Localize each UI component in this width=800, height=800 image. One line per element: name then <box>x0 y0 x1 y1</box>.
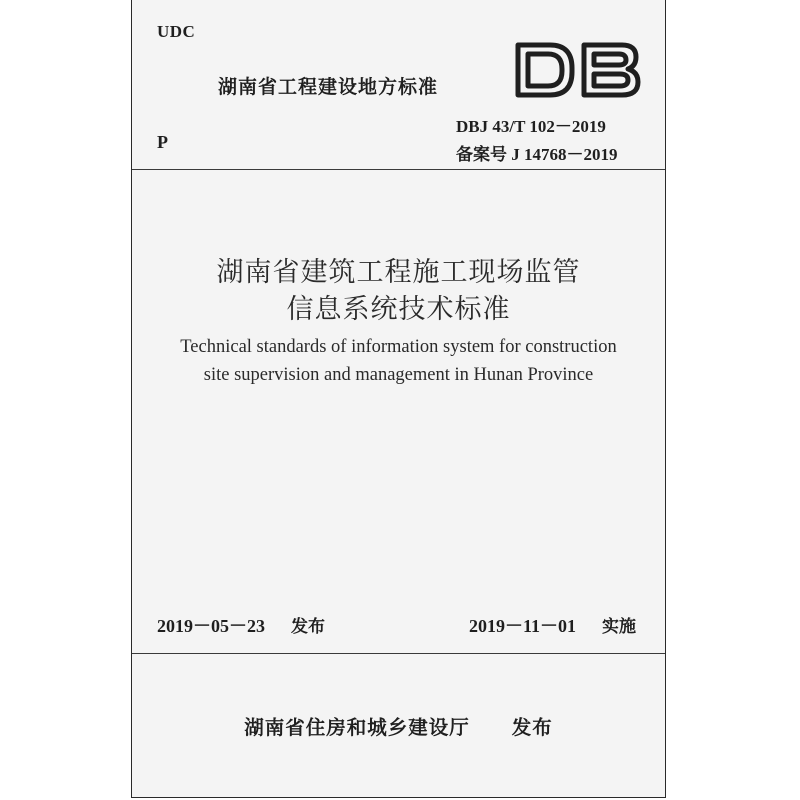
title-en-line-2: site supervision and management in Hunan Province <box>203 365 594 385</box>
standard-cover <box>131 0 666 798</box>
standard-number: DBJ 43/T 102－2019 <box>456 117 606 136</box>
db-logo-text: DB <box>512 40 514 41</box>
udc-label: UDC <box>157 22 196 41</box>
classification-code: P <box>157 132 168 152</box>
bottom-divider <box>132 653 665 654</box>
db-logo-graphic <box>512 40 644 100</box>
title-zh-line-1: 湖南省建筑工程施工现场监管 <box>216 257 581 288</box>
title-zh-line-2: 信息系统技术标准 <box>286 294 511 325</box>
effective-date-block <box>469 612 636 638</box>
effective-date: 2019－11－01 <box>469 616 577 636</box>
title-en-line-1: Technical standards of information system for construction <box>180 337 617 357</box>
issue-date: 2019－05－23 <box>157 616 265 636</box>
publisher-line <box>132 712 665 740</box>
effective-label: 实施 <box>602 617 637 637</box>
db-logo <box>512 40 644 104</box>
issue-date-block <box>157 612 325 638</box>
top-divider <box>132 169 665 170</box>
publisher-action: 发布 <box>511 716 553 739</box>
publisher-name: 湖南省住房和城乡建设厅 <box>244 716 470 739</box>
issue-label: 发布 <box>291 617 325 637</box>
series-label: 湖南省工程建设地方标准 <box>218 76 439 98</box>
record-number: 备案号 J 14768－2019 <box>456 145 618 164</box>
